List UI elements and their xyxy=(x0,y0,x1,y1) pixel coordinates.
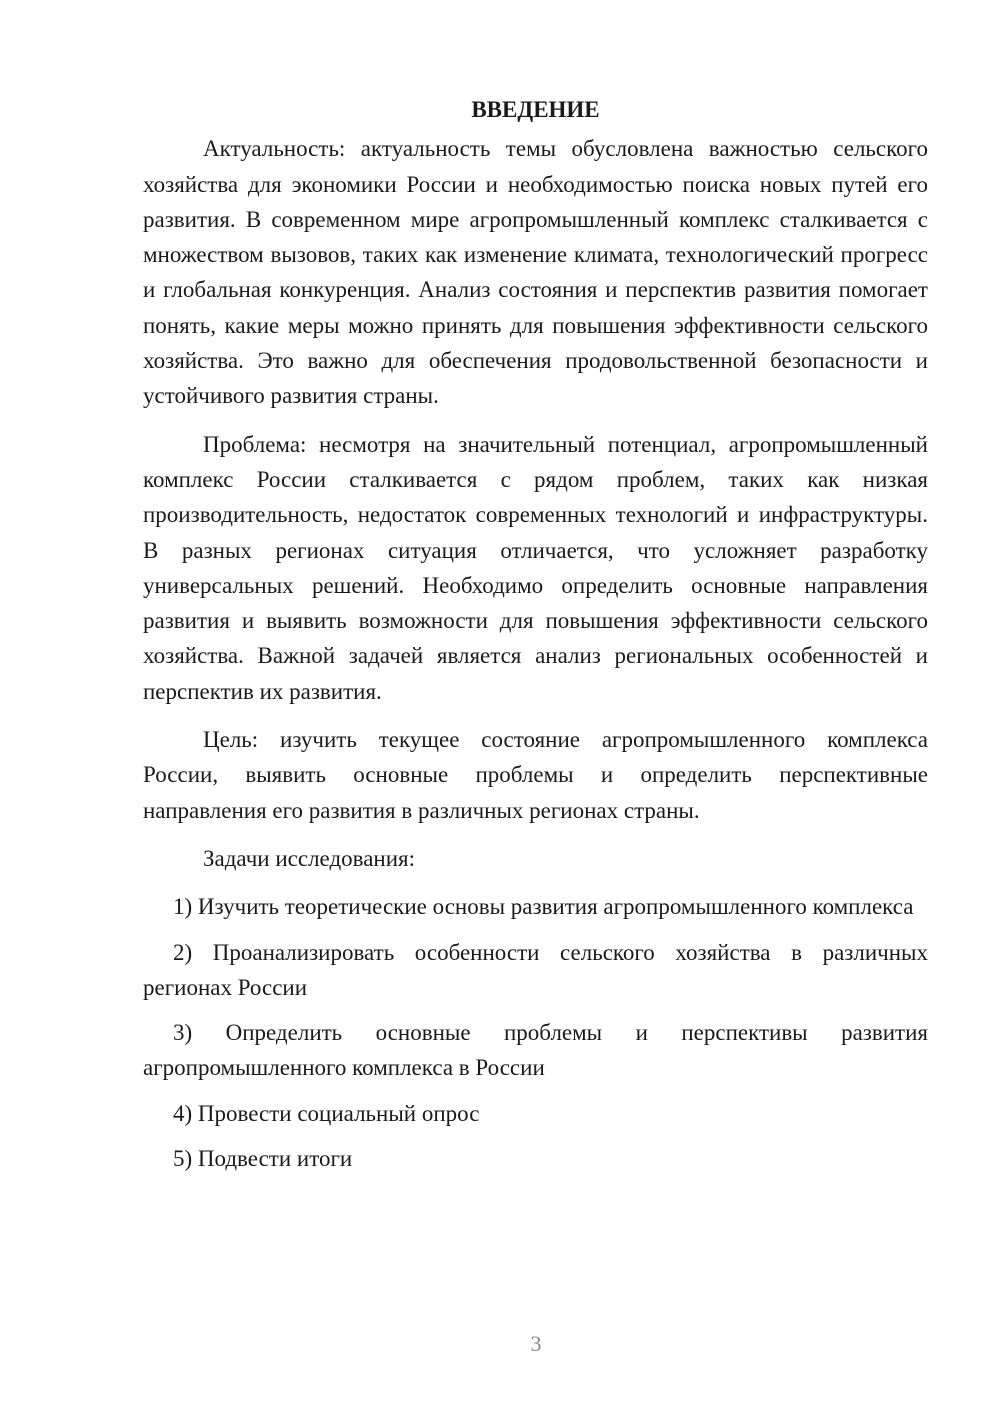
list-item: 3) Определить основные проблемы и перспективы развития агропромышленного комплекса в России xyxy=(143,1020,928,1081)
tasks-list xyxy=(143,889,928,1176)
list-item: 4) Провести социальный опрос xyxy=(173,1100,480,1126)
paragraph-goal: Цель: изучить текущее состояние агропромышленного комплекса России, выявить основные проблемы и определить перспективные направления его развития в различных регионах страны. xyxy=(143,727,928,823)
page-number: 3 xyxy=(530,1331,542,1356)
list-item: 2) Проанализировать особенности сельского хозяйства в различных регионах России xyxy=(143,939,928,1000)
list-item: 5) Подвести итоги xyxy=(173,1146,353,1172)
paragraph-problem: Проблема: несмотря на значительный потенциал, агропромышленный комплекс России сталкивается с рядом проблем, таких как низкая производительность, недостаток современных технологий и инфраструктуры. В разных регионах ситуация отличается, что усложняет разработку универсальных решений. Необходимо определить основные направления развития и выявить возможности для повышения эффективности сельского хозяйства. Важной задачей является анализ региональных особенностей и перспектив их развития. xyxy=(143,431,928,704)
list-item: 1) Изучить теоретические основы развития агропромышленного комплекса xyxy=(173,894,914,920)
tasks-heading: Задачи исследования: xyxy=(203,845,416,871)
page-content xyxy=(143,92,928,1186)
paragraph-relevance: Актуальность: актуальность темы обусловлена важностью сельского хозяйства для экономики России и необходимостью поиска новых путей его развития. В современном мире агропромышленный комплекс сталкивается с множеством вызовов, таких как изменение климата, технологический прогресс и глобальная конкуренция. Анализ состояния и перспектив развития помогает понять, какие меры можно принять для повышения эффективности сельского хозяйства. Это важно для обеспечения продовольственной безопасности и устойчивого развития страны. xyxy=(143,136,928,409)
section-heading: ВВЕДЕНИЕ xyxy=(471,97,600,122)
